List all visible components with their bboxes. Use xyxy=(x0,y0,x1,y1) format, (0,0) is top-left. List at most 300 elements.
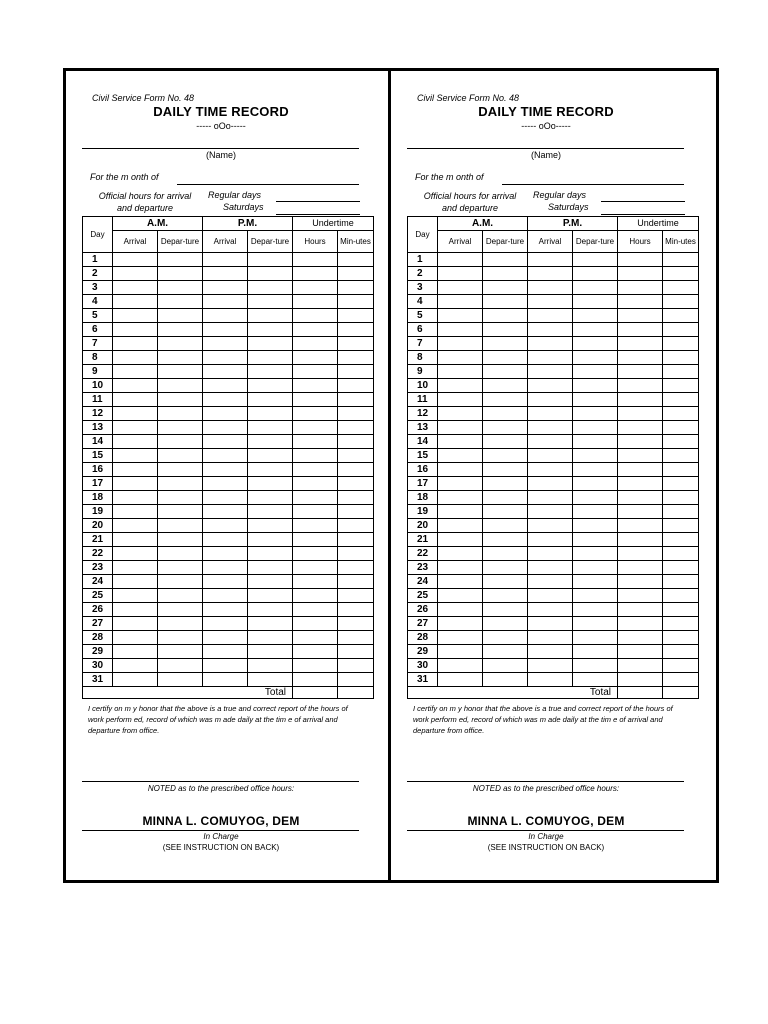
am-departure-cell[interactable] xyxy=(158,547,203,561)
undertime-hours-cell[interactable] xyxy=(618,603,663,617)
undertime-hours-cell[interactable] xyxy=(293,519,338,533)
undertime-hours-cell[interactable] xyxy=(618,463,663,477)
am-arrival-cell[interactable] xyxy=(438,309,483,323)
undertime-hours-cell[interactable] xyxy=(293,547,338,561)
am-departure-cell[interactable] xyxy=(158,575,203,589)
am-arrival-cell[interactable] xyxy=(438,519,483,533)
undertime-minutes-cell[interactable] xyxy=(338,505,374,519)
pm-arrival-cell[interactable] xyxy=(528,603,573,617)
pm-departure-cell[interactable] xyxy=(248,589,293,603)
am-departure-cell[interactable] xyxy=(483,267,528,281)
undertime-hours-cell[interactable] xyxy=(618,631,663,645)
am-departure-cell[interactable] xyxy=(483,463,528,477)
pm-departure-cell[interactable] xyxy=(248,379,293,393)
pm-arrival-cell[interactable] xyxy=(203,561,248,575)
am-arrival-cell[interactable] xyxy=(438,603,483,617)
regular-days-line[interactable] xyxy=(276,201,360,202)
pm-departure-cell[interactable] xyxy=(248,323,293,337)
undertime-minutes-cell[interactable] xyxy=(338,267,374,281)
am-arrival-cell[interactable] xyxy=(438,295,483,309)
pm-arrival-cell[interactable] xyxy=(203,253,248,267)
am-departure-cell[interactable] xyxy=(483,631,528,645)
am-departure-cell[interactable] xyxy=(483,519,528,533)
am-departure-cell[interactable] xyxy=(483,645,528,659)
undertime-hours-cell[interactable] xyxy=(293,477,338,491)
undertime-minutes-cell[interactable] xyxy=(338,589,374,603)
pm-departure-cell[interactable] xyxy=(573,379,618,393)
am-departure-cell[interactable] xyxy=(158,519,203,533)
pm-departure-cell[interactable] xyxy=(573,309,618,323)
undertime-minutes-cell[interactable] xyxy=(663,323,699,337)
pm-departure-cell[interactable] xyxy=(248,337,293,351)
pm-departure-cell[interactable] xyxy=(573,547,618,561)
undertime-hours-cell[interactable] xyxy=(293,659,338,673)
pm-departure-cell[interactable] xyxy=(248,267,293,281)
undertime-minutes-cell[interactable] xyxy=(663,449,699,463)
am-arrival-cell[interactable] xyxy=(113,295,158,309)
am-departure-cell[interactable] xyxy=(483,659,528,673)
pm-departure-cell[interactable] xyxy=(248,463,293,477)
pm-departure-cell[interactable] xyxy=(573,575,618,589)
am-departure-cell[interactable] xyxy=(158,365,203,379)
pm-departure-cell[interactable] xyxy=(248,659,293,673)
undertime-hours-cell[interactable] xyxy=(293,673,338,687)
undertime-hours-cell[interactable] xyxy=(618,337,663,351)
am-departure-cell[interactable] xyxy=(483,477,528,491)
am-arrival-cell[interactable] xyxy=(113,337,158,351)
pm-arrival-cell[interactable] xyxy=(528,253,573,267)
pm-arrival-cell[interactable] xyxy=(203,547,248,561)
undertime-hours-cell[interactable] xyxy=(618,617,663,631)
undertime-minutes-cell[interactable] xyxy=(663,337,699,351)
undertime-minutes-cell[interactable] xyxy=(663,589,699,603)
undertime-hours-cell[interactable] xyxy=(293,589,338,603)
pm-arrival-cell[interactable] xyxy=(203,281,248,295)
pm-departure-cell[interactable] xyxy=(248,407,293,421)
pm-departure-cell[interactable] xyxy=(573,617,618,631)
am-arrival-cell[interactable] xyxy=(113,603,158,617)
undertime-minutes-cell[interactable] xyxy=(338,561,374,575)
am-arrival-cell[interactable] xyxy=(113,365,158,379)
undertime-hours-cell[interactable] xyxy=(293,561,338,575)
am-arrival-cell[interactable] xyxy=(438,575,483,589)
undertime-hours-cell[interactable] xyxy=(618,351,663,365)
am-departure-cell[interactable] xyxy=(158,603,203,617)
am-arrival-cell[interactable] xyxy=(438,351,483,365)
am-arrival-cell[interactable] xyxy=(438,547,483,561)
undertime-hours-cell[interactable] xyxy=(293,421,338,435)
employee-signature-line[interactable] xyxy=(407,781,684,782)
am-arrival-cell[interactable] xyxy=(438,365,483,379)
pm-arrival-cell[interactable] xyxy=(203,449,248,463)
am-departure-cell[interactable] xyxy=(483,337,528,351)
undertime-hours-cell[interactable] xyxy=(293,575,338,589)
undertime-hours-cell[interactable] xyxy=(618,323,663,337)
undertime-hours-cell[interactable] xyxy=(293,253,338,267)
pm-arrival-cell[interactable] xyxy=(528,407,573,421)
am-arrival-cell[interactable] xyxy=(438,393,483,407)
undertime-minutes-cell[interactable] xyxy=(338,295,374,309)
am-departure-cell[interactable] xyxy=(158,295,203,309)
pm-arrival-cell[interactable] xyxy=(203,407,248,421)
am-arrival-cell[interactable] xyxy=(113,631,158,645)
pm-departure-cell[interactable] xyxy=(573,281,618,295)
undertime-minutes-cell[interactable] xyxy=(663,575,699,589)
pm-departure-cell[interactable] xyxy=(573,463,618,477)
am-departure-cell[interactable] xyxy=(158,477,203,491)
am-arrival-cell[interactable] xyxy=(113,449,158,463)
pm-departure-cell[interactable] xyxy=(248,617,293,631)
undertime-minutes-cell[interactable] xyxy=(338,533,374,547)
undertime-minutes-cell[interactable] xyxy=(663,491,699,505)
name-line[interactable] xyxy=(82,148,359,149)
pm-arrival-cell[interactable] xyxy=(203,379,248,393)
undertime-minutes-cell[interactable] xyxy=(663,631,699,645)
pm-arrival-cell[interactable] xyxy=(528,617,573,631)
undertime-hours-cell[interactable] xyxy=(618,589,663,603)
undertime-minutes-cell[interactable] xyxy=(338,393,374,407)
am-departure-cell[interactable] xyxy=(158,589,203,603)
am-departure-cell[interactable] xyxy=(158,351,203,365)
pm-departure-cell[interactable] xyxy=(573,519,618,533)
pm-arrival-cell[interactable] xyxy=(528,309,573,323)
am-arrival-cell[interactable] xyxy=(438,617,483,631)
am-arrival-cell[interactable] xyxy=(113,547,158,561)
undertime-hours-cell[interactable] xyxy=(618,505,663,519)
pm-arrival-cell[interactable] xyxy=(528,295,573,309)
am-arrival-cell[interactable] xyxy=(113,505,158,519)
pm-arrival-cell[interactable] xyxy=(528,547,573,561)
undertime-minutes-cell[interactable] xyxy=(663,477,699,491)
undertime-minutes-cell[interactable] xyxy=(663,379,699,393)
undertime-hours-cell[interactable] xyxy=(618,575,663,589)
am-arrival-cell[interactable] xyxy=(438,421,483,435)
am-departure-cell[interactable] xyxy=(483,351,528,365)
am-departure-cell[interactable] xyxy=(483,575,528,589)
regular-days-line[interactable] xyxy=(601,201,685,202)
undertime-minutes-cell[interactable] xyxy=(663,673,699,687)
total-hours-cell[interactable] xyxy=(618,687,663,699)
undertime-minutes-cell[interactable] xyxy=(663,603,699,617)
undertime-hours-cell[interactable] xyxy=(618,309,663,323)
am-arrival-cell[interactable] xyxy=(438,491,483,505)
pm-arrival-cell[interactable] xyxy=(528,379,573,393)
am-departure-cell[interactable] xyxy=(158,505,203,519)
am-departure-cell[interactable] xyxy=(158,281,203,295)
pm-departure-cell[interactable] xyxy=(248,491,293,505)
am-departure-cell[interactable] xyxy=(158,253,203,267)
undertime-minutes-cell[interactable] xyxy=(338,351,374,365)
undertime-minutes-cell[interactable] xyxy=(338,617,374,631)
undertime-hours-cell[interactable] xyxy=(618,449,663,463)
pm-arrival-cell[interactable] xyxy=(203,323,248,337)
undertime-minutes-cell[interactable] xyxy=(663,561,699,575)
pm-arrival-cell[interactable] xyxy=(203,421,248,435)
pm-departure-cell[interactable] xyxy=(573,673,618,687)
am-arrival-cell[interactable] xyxy=(113,659,158,673)
pm-departure-cell[interactable] xyxy=(573,477,618,491)
am-arrival-cell[interactable] xyxy=(438,449,483,463)
pm-arrival-cell[interactable] xyxy=(203,477,248,491)
am-departure-cell[interactable] xyxy=(483,407,528,421)
am-departure-cell[interactable] xyxy=(158,267,203,281)
saturdays-line[interactable] xyxy=(601,214,685,215)
am-arrival-cell[interactable] xyxy=(438,435,483,449)
am-departure-cell[interactable] xyxy=(483,393,528,407)
pm-arrival-cell[interactable] xyxy=(528,519,573,533)
am-arrival-cell[interactable] xyxy=(113,309,158,323)
pm-departure-cell[interactable] xyxy=(248,449,293,463)
am-arrival-cell[interactable] xyxy=(113,561,158,575)
pm-departure-cell[interactable] xyxy=(248,365,293,379)
am-departure-cell[interactable] xyxy=(158,533,203,547)
undertime-minutes-cell[interactable] xyxy=(663,393,699,407)
am-arrival-cell[interactable] xyxy=(438,561,483,575)
undertime-minutes-cell[interactable] xyxy=(663,645,699,659)
pm-arrival-cell[interactable] xyxy=(528,435,573,449)
month-line[interactable] xyxy=(177,184,359,185)
undertime-minutes-cell[interactable] xyxy=(663,659,699,673)
undertime-minutes-cell[interactable] xyxy=(663,253,699,267)
am-arrival-cell[interactable] xyxy=(113,323,158,337)
undertime-hours-cell[interactable] xyxy=(293,323,338,337)
pm-arrival-cell[interactable] xyxy=(203,435,248,449)
undertime-hours-cell[interactable] xyxy=(618,435,663,449)
pm-arrival-cell[interactable] xyxy=(528,659,573,673)
undertime-minutes-cell[interactable] xyxy=(663,295,699,309)
am-arrival-cell[interactable] xyxy=(113,617,158,631)
pm-departure-cell[interactable] xyxy=(573,449,618,463)
am-arrival-cell[interactable] xyxy=(438,477,483,491)
am-departure-cell[interactable] xyxy=(483,253,528,267)
pm-arrival-cell[interactable] xyxy=(528,575,573,589)
pm-arrival-cell[interactable] xyxy=(203,393,248,407)
am-departure-cell[interactable] xyxy=(483,379,528,393)
pm-arrival-cell[interactable] xyxy=(528,449,573,463)
pm-arrival-cell[interactable] xyxy=(528,463,573,477)
pm-departure-cell[interactable] xyxy=(573,323,618,337)
am-departure-cell[interactable] xyxy=(158,449,203,463)
am-departure-cell[interactable] xyxy=(483,603,528,617)
am-departure-cell[interactable] xyxy=(158,617,203,631)
am-departure-cell[interactable] xyxy=(483,449,528,463)
pm-arrival-cell[interactable] xyxy=(528,561,573,575)
am-departure-cell[interactable] xyxy=(158,393,203,407)
am-arrival-cell[interactable] xyxy=(438,533,483,547)
am-arrival-cell[interactable] xyxy=(438,323,483,337)
pm-departure-cell[interactable] xyxy=(573,505,618,519)
pm-arrival-cell[interactable] xyxy=(203,575,248,589)
undertime-hours-cell[interactable] xyxy=(293,435,338,449)
pm-departure-cell[interactable] xyxy=(573,659,618,673)
undertime-minutes-cell[interactable] xyxy=(663,533,699,547)
undertime-minutes-cell[interactable] xyxy=(338,659,374,673)
pm-departure-cell[interactable] xyxy=(573,365,618,379)
am-arrival-cell[interactable] xyxy=(113,421,158,435)
am-departure-cell[interactable] xyxy=(483,421,528,435)
am-arrival-cell[interactable] xyxy=(438,673,483,687)
pm-departure-cell[interactable] xyxy=(573,631,618,645)
pm-arrival-cell[interactable] xyxy=(203,519,248,533)
pm-departure-cell[interactable] xyxy=(573,589,618,603)
pm-arrival-cell[interactable] xyxy=(203,631,248,645)
total-hours-cell[interactable] xyxy=(293,687,338,699)
am-departure-cell[interactable] xyxy=(158,659,203,673)
am-departure-cell[interactable] xyxy=(483,365,528,379)
undertime-minutes-cell[interactable] xyxy=(338,547,374,561)
am-departure-cell[interactable] xyxy=(158,379,203,393)
pm-departure-cell[interactable] xyxy=(248,547,293,561)
undertime-hours-cell[interactable] xyxy=(293,449,338,463)
am-arrival-cell[interactable] xyxy=(438,659,483,673)
employee-signature-line[interactable] xyxy=(82,781,359,782)
undertime-hours-cell[interactable] xyxy=(293,603,338,617)
undertime-minutes-cell[interactable] xyxy=(663,267,699,281)
am-departure-cell[interactable] xyxy=(158,463,203,477)
pm-departure-cell[interactable] xyxy=(248,673,293,687)
undertime-minutes-cell[interactable] xyxy=(338,309,374,323)
undertime-minutes-cell[interactable] xyxy=(663,281,699,295)
undertime-hours-cell[interactable] xyxy=(618,519,663,533)
undertime-hours-cell[interactable] xyxy=(618,561,663,575)
undertime-minutes-cell[interactable] xyxy=(663,407,699,421)
pm-departure-cell[interactable] xyxy=(573,295,618,309)
am-departure-cell[interactable] xyxy=(483,673,528,687)
pm-arrival-cell[interactable] xyxy=(528,267,573,281)
am-departure-cell[interactable] xyxy=(483,309,528,323)
am-arrival-cell[interactable] xyxy=(113,491,158,505)
am-arrival-cell[interactable] xyxy=(113,533,158,547)
pm-departure-cell[interactable] xyxy=(248,575,293,589)
pm-departure-cell[interactable] xyxy=(248,253,293,267)
undertime-minutes-cell[interactable] xyxy=(338,631,374,645)
pm-arrival-cell[interactable] xyxy=(528,281,573,295)
pm-departure-cell[interactable] xyxy=(573,407,618,421)
pm-departure-cell[interactable] xyxy=(573,533,618,547)
undertime-hours-cell[interactable] xyxy=(618,379,663,393)
am-departure-cell[interactable] xyxy=(158,337,203,351)
undertime-minutes-cell[interactable] xyxy=(663,435,699,449)
am-arrival-cell[interactable] xyxy=(438,379,483,393)
am-arrival-cell[interactable] xyxy=(113,253,158,267)
undertime-hours-cell[interactable] xyxy=(618,491,663,505)
undertime-minutes-cell[interactable] xyxy=(338,407,374,421)
pm-arrival-cell[interactable] xyxy=(203,309,248,323)
pm-arrival-cell[interactable] xyxy=(528,533,573,547)
undertime-minutes-cell[interactable] xyxy=(338,519,374,533)
undertime-hours-cell[interactable] xyxy=(293,295,338,309)
month-line[interactable] xyxy=(502,184,684,185)
pm-departure-cell[interactable] xyxy=(248,309,293,323)
undertime-minutes-cell[interactable] xyxy=(338,421,374,435)
pm-arrival-cell[interactable] xyxy=(528,323,573,337)
pm-departure-cell[interactable] xyxy=(573,253,618,267)
undertime-minutes-cell[interactable] xyxy=(663,463,699,477)
undertime-hours-cell[interactable] xyxy=(618,547,663,561)
pm-arrival-cell[interactable] xyxy=(528,673,573,687)
am-arrival-cell[interactable] xyxy=(113,393,158,407)
undertime-hours-cell[interactable] xyxy=(293,337,338,351)
am-departure-cell[interactable] xyxy=(483,295,528,309)
pm-departure-cell[interactable] xyxy=(573,267,618,281)
undertime-minutes-cell[interactable] xyxy=(663,505,699,519)
undertime-minutes-cell[interactable] xyxy=(338,435,374,449)
pm-arrival-cell[interactable] xyxy=(203,645,248,659)
undertime-minutes-cell[interactable] xyxy=(338,645,374,659)
am-departure-cell[interactable] xyxy=(158,435,203,449)
pm-arrival-cell[interactable] xyxy=(528,505,573,519)
undertime-minutes-cell[interactable] xyxy=(338,365,374,379)
am-arrival-cell[interactable] xyxy=(113,407,158,421)
undertime-hours-cell[interactable] xyxy=(293,309,338,323)
undertime-hours-cell[interactable] xyxy=(293,491,338,505)
pm-departure-cell[interactable] xyxy=(248,533,293,547)
pm-departure-cell[interactable] xyxy=(573,337,618,351)
am-arrival-cell[interactable] xyxy=(113,435,158,449)
pm-arrival-cell[interactable] xyxy=(528,393,573,407)
pm-arrival-cell[interactable] xyxy=(203,365,248,379)
pm-departure-cell[interactable] xyxy=(248,561,293,575)
pm-arrival-cell[interactable] xyxy=(528,477,573,491)
undertime-hours-cell[interactable] xyxy=(618,421,663,435)
pm-departure-cell[interactable] xyxy=(573,561,618,575)
am-departure-cell[interactable] xyxy=(483,491,528,505)
am-departure-cell[interactable] xyxy=(483,435,528,449)
pm-departure-cell[interactable] xyxy=(573,603,618,617)
undertime-hours-cell[interactable] xyxy=(618,365,663,379)
pm-departure-cell[interactable] xyxy=(248,393,293,407)
am-arrival-cell[interactable] xyxy=(438,589,483,603)
undertime-minutes-cell[interactable] xyxy=(338,477,374,491)
pm-arrival-cell[interactable] xyxy=(203,295,248,309)
undertime-hours-cell[interactable] xyxy=(293,351,338,365)
undertime-minutes-cell[interactable] xyxy=(663,519,699,533)
name-line[interactable] xyxy=(407,148,684,149)
am-arrival-cell[interactable] xyxy=(113,477,158,491)
undertime-hours-cell[interactable] xyxy=(618,281,663,295)
undertime-minutes-cell[interactable] xyxy=(663,365,699,379)
undertime-minutes-cell[interactable] xyxy=(338,449,374,463)
am-departure-cell[interactable] xyxy=(483,505,528,519)
pm-arrival-cell[interactable] xyxy=(203,267,248,281)
pm-departure-cell[interactable] xyxy=(573,435,618,449)
undertime-hours-cell[interactable] xyxy=(618,533,663,547)
am-departure-cell[interactable] xyxy=(483,533,528,547)
pm-departure-cell[interactable] xyxy=(248,477,293,491)
undertime-hours-cell[interactable] xyxy=(618,393,663,407)
am-departure-cell[interactable] xyxy=(158,561,203,575)
pm-arrival-cell[interactable] xyxy=(203,491,248,505)
am-departure-cell[interactable] xyxy=(483,617,528,631)
pm-departure-cell[interactable] xyxy=(248,351,293,365)
am-departure-cell[interactable] xyxy=(483,281,528,295)
undertime-minutes-cell[interactable] xyxy=(338,281,374,295)
am-arrival-cell[interactable] xyxy=(438,253,483,267)
pm-departure-cell[interactable] xyxy=(248,421,293,435)
undertime-minutes-cell[interactable] xyxy=(338,463,374,477)
undertime-hours-cell[interactable] xyxy=(293,379,338,393)
pm-arrival-cell[interactable] xyxy=(203,603,248,617)
total-minutes-cell[interactable] xyxy=(338,687,374,699)
undertime-minutes-cell[interactable] xyxy=(663,309,699,323)
pm-departure-cell[interactable] xyxy=(573,491,618,505)
pm-arrival-cell[interactable] xyxy=(203,337,248,351)
undertime-hours-cell[interactable] xyxy=(293,617,338,631)
undertime-hours-cell[interactable] xyxy=(293,365,338,379)
undertime-minutes-cell[interactable] xyxy=(338,323,374,337)
pm-arrival-cell[interactable] xyxy=(528,421,573,435)
pm-arrival-cell[interactable] xyxy=(528,645,573,659)
